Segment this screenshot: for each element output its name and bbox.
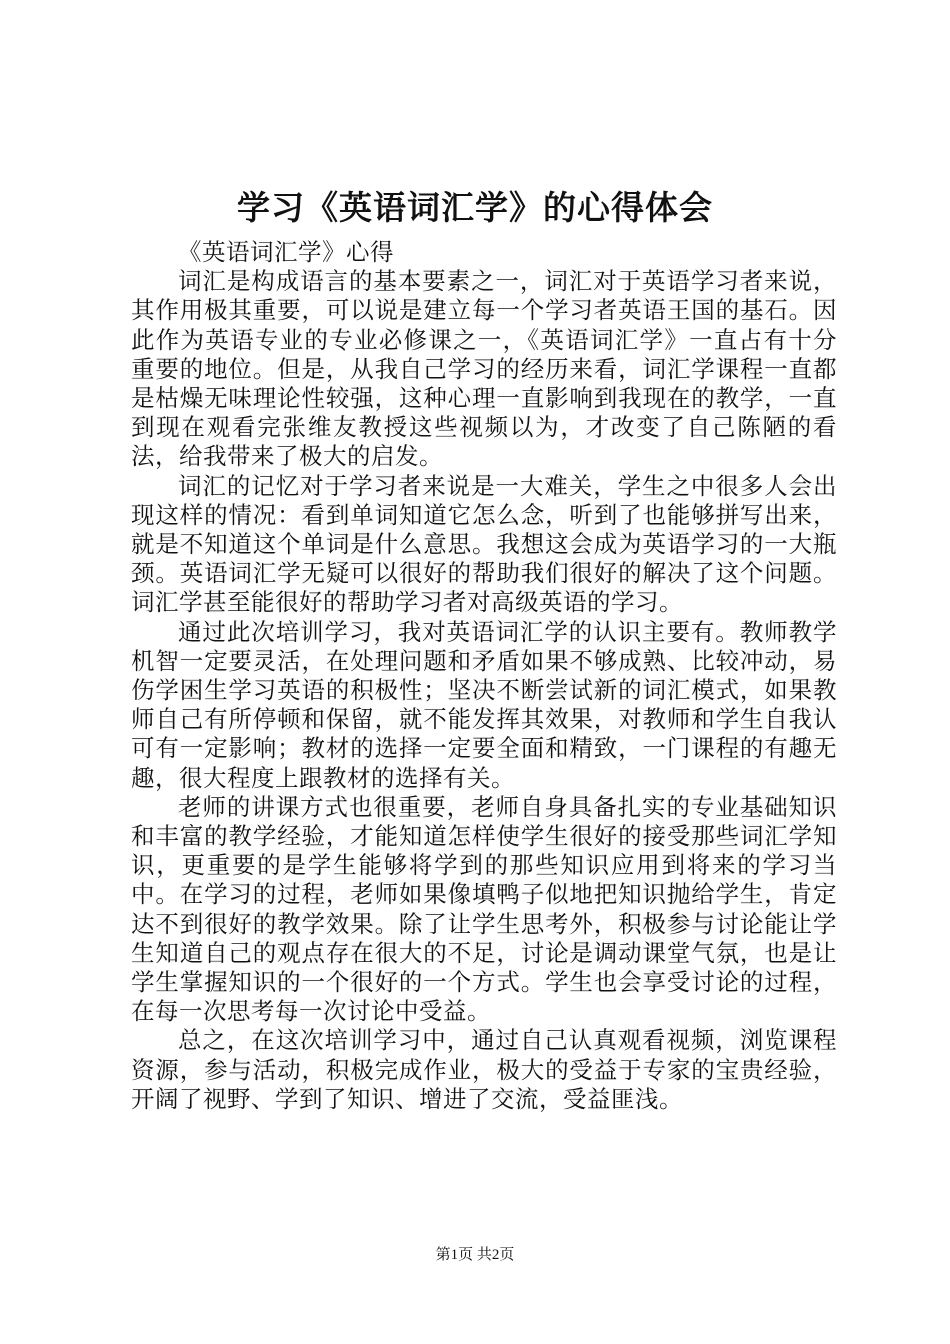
paragraph: 通过此次培训学习，我对英语词汇学的认识主要有。教师教学机智一定要灵活，在处理问题和矛盾如果不够成熟、比较冲动，易伤学困生学习英语的积极性；坚决不断尝试新的词汇模式，如果教师自己有所停顿和保留，就不能发挥其效果，对教师和学生自我认可有一定影响；教材的选择一定要全面和精致，一门课程的有趣无趣，很大程度上跟教材的选择有关。 — [131, 617, 837, 792]
document-title: 学习《英语词汇学》的心得体会 — [237, 188, 713, 227]
page-number-footer: 第1页 共2页 — [435, 1247, 515, 1263]
document-subtitle: 《英语词汇学》心得 — [178, 238, 394, 266]
paragraph: 老师的讲课方式也很重要，老师自身具备扎实的专业基础知识和丰富的教学经验，才能知道怎样使学生很好的接受那些词汇学知识，更重要的是学生能够将学到的那些知识应用到将来的学习当中。在学习的过程，老师如果像填鸭子似地把知识抛给学生，肯定达不到很好的教学效果。除了让学生思考外，积极参与讨论能让学生知道自己的观点存在很大的不足，讨论是调动课堂气氛，也是让学生掌握知识的一个很好的一个方式。学生也会享受讨论的过程，在每一次思考每一次讨论中受益。 — [131, 792, 837, 1026]
document-body — [131, 238, 837, 1114]
paragraph: 词汇的记忆对于学习者来说是一大难关，学生之中很多人会出现这样的情况：看到单词知道它怎么念，听到了也能够拼写出来，就是不知道这个单词是什么意思。我想这会成为英语学习的一大瓶颈。英语词汇学无疑可以很好的帮助我们很好的解决了这个问题。词汇学甚至能很好的帮助学习者对高级英语的学习。 — [131, 471, 837, 617]
paragraph: 总之，在这次培训学习中，通过自己认真观看视频，浏览课程资源，参与活动，积极完成作业，极大的受益于专家的宝贵经验，开阔了视野、学到了知识、增进了交流，受益匪浅。 — [131, 1026, 837, 1113]
paragraph: 词汇是构成语言的基本要素之一，词汇对于英语学习者来说，其作用极其重要，可以说是建立每一个学习者英语王国的基石。因此作为英语专业的专业必修课之一，《英语词汇学》一直占有十分重要的地位。但是，从我自己学习的经历来看，词汇学课程一直都是枯燥无味理论性较强，这种心理一直影响到我现在的教学，一直到现在观看完张维友教授这些视频以为，才改变了自己陈陋的看法，给我带来了极大的启发。 — [131, 267, 837, 471]
